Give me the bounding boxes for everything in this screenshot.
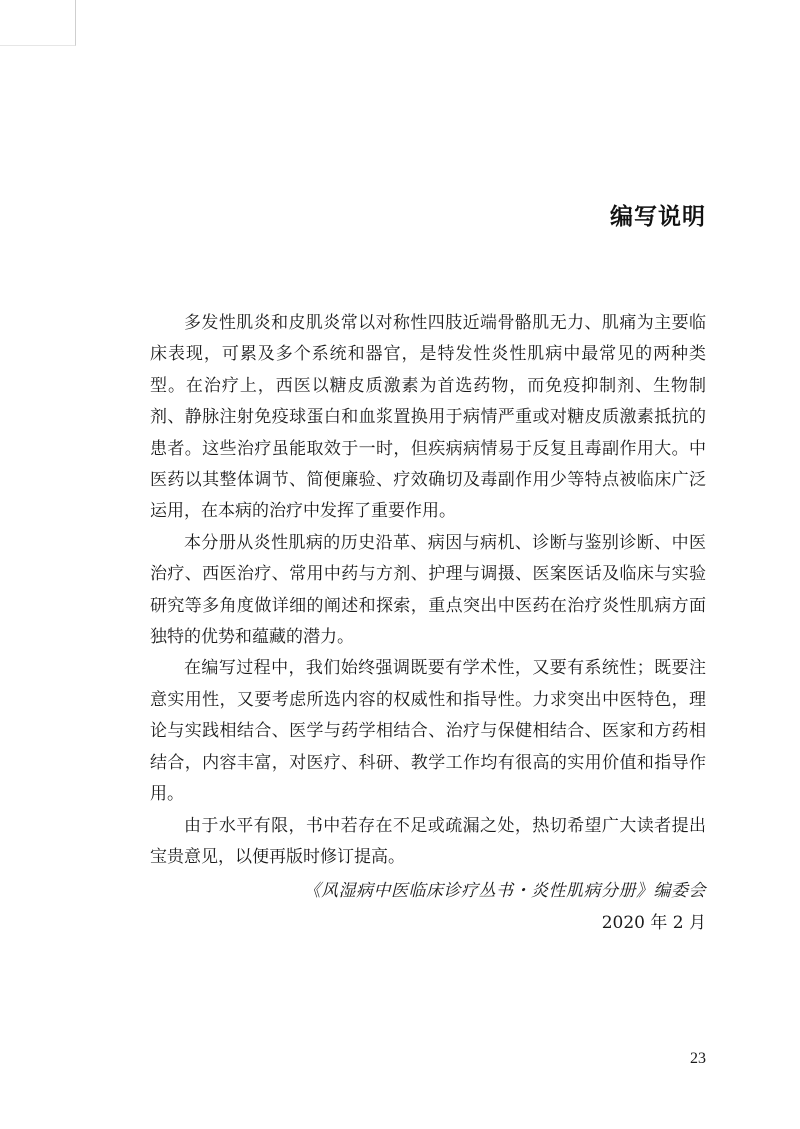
- paragraph-1: 多发性肌炎和皮肌炎常以对称性四肢近端骨骼肌无力、肌痛为主要临床表现，可累及多个系统和器官，是特发性炎性肌病中最常见的两种类型。在治疗上，西医以糖皮质激素为首选药物，而免疫抑制剂、生物制剂、静脉注射免疫球蛋白和血浆置换用于病情严重或对糖皮质激素抵抗的患者。这些治疗虽能取效于一时，但疾病病情易于反复且毒副作用大。中医药以其整体调节、简便廉验、疗效确切及毒副作用少等特点被临床广泛运用，在本病的治疗中发挥了重要作用。: [150, 313, 706, 522]
- paragraph-2: 本分册从炎性肌病的历史沿革、病因与病机、诊断与鉴别诊断、中医治疗、西医治疗、常用中药与方剂、护理与调摄、医案医话及临床与实验研究等多角度做详细的阐述和探索，重点突出中医药在治疗炎性肌病方面独特的优势和蕴藏的潜力。: [150, 532, 706, 648]
- signature-organization: 《风湿病中医临床诊疗丛书・炎性肌病分册》编委会: [303, 881, 706, 901]
- paragraph-3: 在编写过程中，我们始终强调既要有学术性，又要有系统性；既要注意实用性，又要考虑所选内容的权威性和指导性。力求突出中医特色，理论与实践相结合、医学与药学相结合、治疗与保健相结合、医家和方药相结合，内容丰富，对医疗、科研、教学工作均有很高的实用价值和指导作用。: [150, 658, 706, 805]
- signature-block: [304, 875, 707, 939]
- body-text: [150, 308, 706, 873]
- paragraph-4: 由于水平有限，书中若存在不足或疏漏之处，热切希望广大读者提出宝贵意见，以便再版时修订提高。: [150, 815, 706, 867]
- signature-date: 2020 年 2 月: [601, 913, 706, 933]
- page-title: 编写说明: [610, 204, 706, 231]
- page-corner-mark: [0, 0, 76, 46]
- page-number: 23: [690, 1050, 706, 1067]
